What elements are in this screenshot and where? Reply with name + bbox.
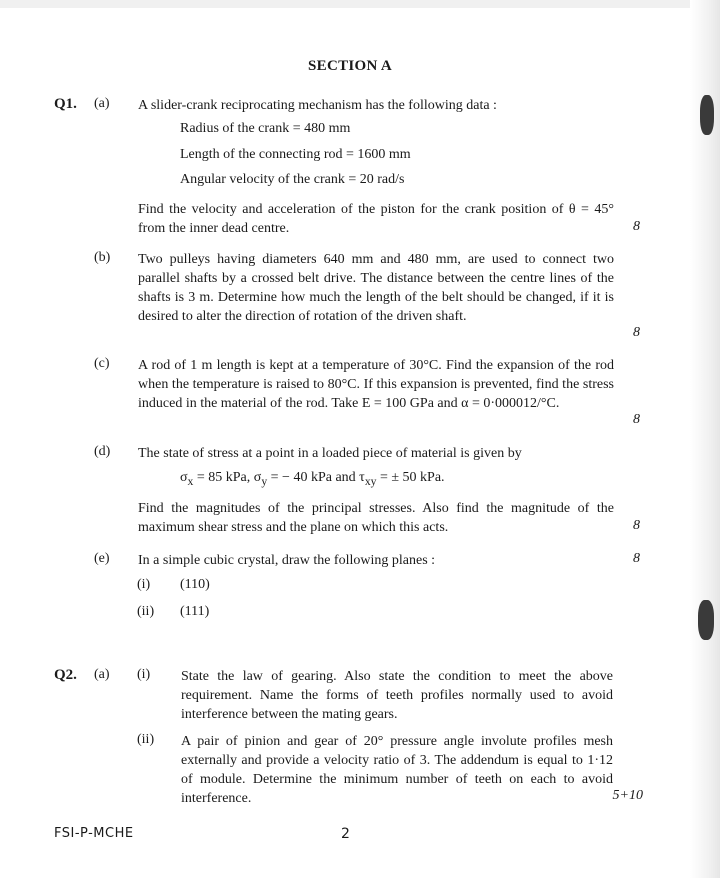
- scan-top-edge: [0, 0, 720, 8]
- question-text: A pair of pinion and gear of 20° pressure angle involute profiles mesh externally and provide a velocity ratio of 3. The addendum is equal to 1·12 of module. Determine the minimum number of teeth on each to avoid interference.: [181, 734, 613, 806]
- question-text: Find the magnitudes of the principal stresses. Also find the magnitude of the maximum shear stress and the plane on which this acts.: [138, 501, 614, 535]
- question-text: The state of stress at a point in a loaded piece of material is given by: [138, 446, 522, 461]
- part-label: (a): [94, 96, 110, 111]
- marks: 5+10: [612, 788, 643, 803]
- sub-item-label: (ii): [137, 604, 155, 619]
- part-label: (c): [94, 356, 110, 371]
- sub-item-label: (i): [137, 667, 151, 682]
- plane-index: (111): [180, 604, 210, 619]
- marks: 8: [633, 325, 640, 340]
- question-text: A rod of 1 m length is kept at a temperature of 30°C. Find the expansion of the rod when the temperature is raised to 80°C. If this expansion is prevented, find the stress induced in the material of the rod. Take E = 100 GPa and α = 0·000012/°C.: [138, 358, 614, 411]
- question-number: Q1.: [54, 96, 77, 112]
- page-number: 2: [341, 826, 350, 842]
- part-label: (b): [94, 250, 111, 265]
- part-label: (e): [94, 551, 110, 566]
- plane-index: (110): [180, 577, 210, 592]
- scan-smudge: [700, 95, 714, 135]
- sub-item-label: (ii): [137, 732, 155, 747]
- marks: 8: [633, 518, 640, 533]
- part-label: (d): [94, 444, 111, 459]
- paper-code: FSI-P-MCHE: [54, 826, 134, 841]
- question-text: State the law of gearing. Also state the condition to meet the above requirement. Name the forms of teeth profiles normally used to avoid interference between the mating gears.: [181, 669, 613, 722]
- marks: 8: [633, 551, 640, 566]
- sub-item-label: (i): [137, 577, 151, 592]
- section-title: SECTION A: [308, 58, 392, 74]
- part-label: (a): [94, 667, 110, 682]
- question-text: A slider-crank reciprocating mechanism has the following data :: [138, 98, 497, 113]
- question-text: In a simple cubic crystal, draw the following planes :: [138, 553, 436, 568]
- given-data-line: Angular velocity of the crank = 20 rad/s: [180, 172, 405, 187]
- given-data-line: Radius of the crank = 480 mm: [180, 121, 351, 136]
- scan-smudge: [698, 600, 714, 640]
- marks: 8: [633, 412, 640, 427]
- question-number: Q2.: [54, 667, 77, 683]
- marks: 8: [633, 219, 640, 234]
- question-text: Two pulleys having diameters 640 mm and 480 mm, are used to connect two parallel shafts by a crossed belt drive. The distance between the centre lines of the shafts is 3 m. Determine how much the length of the belt should be changed, if it is desired to alter the direction of rotation of the driven shaft.: [138, 252, 614, 324]
- given-data-line: Length of the connecting rod = 1600 mm: [180, 147, 411, 162]
- stress-formula: $\sigma_x = 85$ kPa, $\sigma_y$ = − 40 kPa and $\tau_{xy}$ = ± 50 kPa.: [180, 470, 445, 488]
- question-text: Find the velocity and acceleration of the piston for the crank position of θ = 45° from the inner dead centre.: [138, 202, 614, 236]
